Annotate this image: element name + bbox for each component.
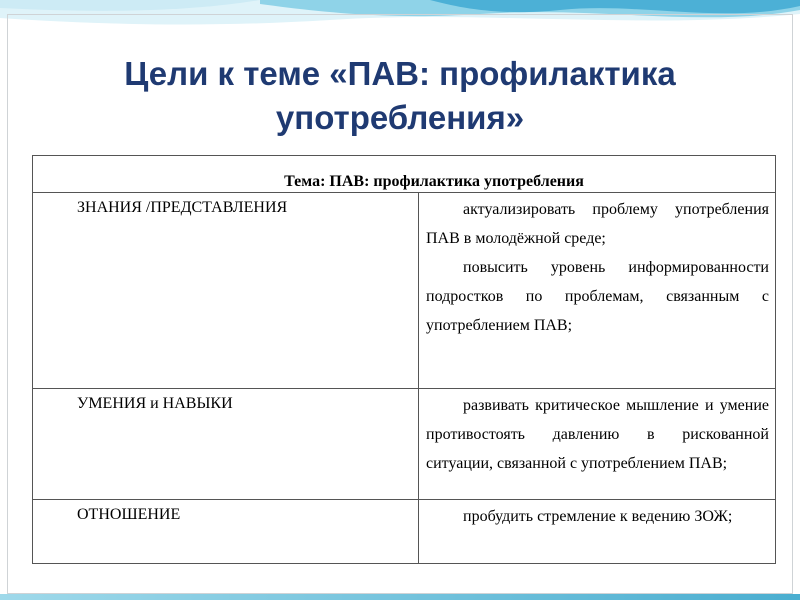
bottom-accent-bar — [0, 594, 800, 600]
table-row — [33, 193, 776, 389]
table-header-row — [33, 156, 776, 193]
table-header-text: Тема: ПАВ: профилактика употребления — [284, 173, 584, 190]
category-cell: ЗНАНИЯ /ПРЕДСТАВЛЕНИЯ — [33, 193, 419, 389]
slide-title-line-1: Цели к теме «ПАВ: профилактика — [124, 55, 676, 92]
category-cell: УМЕНИЯ и НАВЫКИ — [33, 389, 419, 500]
table-row — [33, 500, 776, 564]
table-row — [33, 389, 776, 500]
slide-title — [0, 52, 800, 140]
goals-cell — [419, 193, 776, 389]
goals-cell — [419, 389, 776, 500]
table-header-cell — [33, 156, 776, 193]
goals-table — [32, 155, 776, 564]
goal-item: развивать критическое мышление и умение противостоять давлению в рискованной ситуации, связанной с употреблением ПАВ; — [426, 397, 769, 472]
slide-title-line-2: употребления» — [275, 99, 525, 136]
goal-item: актуализировать проблему употребления ПАВ в молодёжной среде; — [426, 201, 769, 247]
category-cell: ОТНОШЕНИЕ — [33, 500, 419, 564]
goal-item: повысить уровень информированности подростков по проблемам, связанным с употреблением ПАВ; — [426, 259, 769, 334]
goal-item: пробудить стремление к ведению ЗОЖ; — [463, 508, 733, 525]
goals-cell — [419, 500, 776, 564]
